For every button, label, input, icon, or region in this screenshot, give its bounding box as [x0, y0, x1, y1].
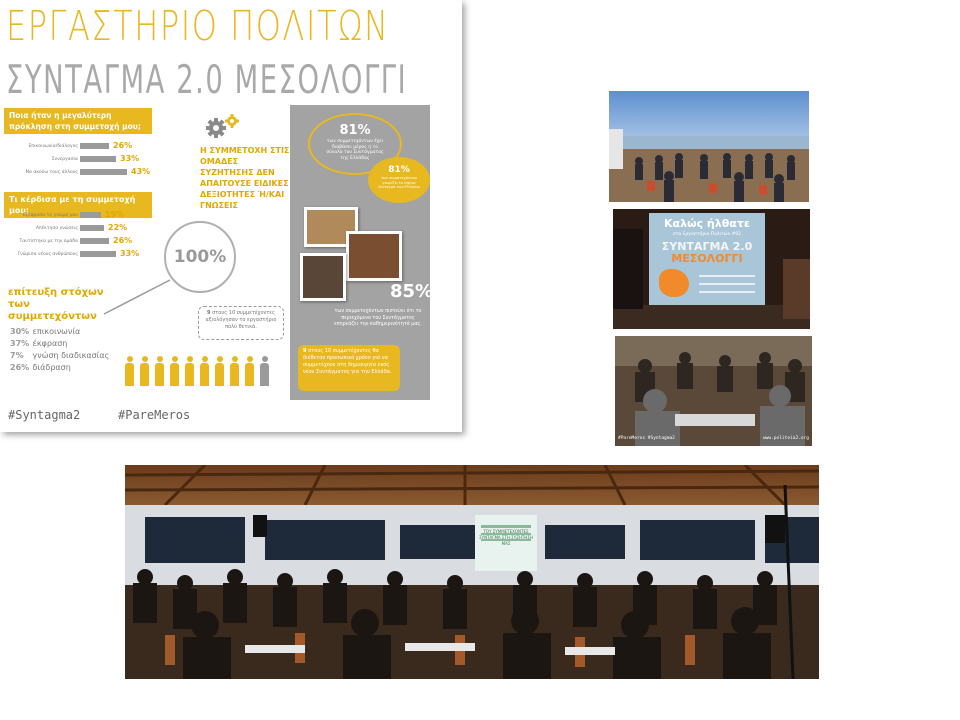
goals-title: επίτευξη στόχων των συμμετεχόντων: [8, 287, 104, 322]
goal-pct: 30%: [10, 327, 30, 336]
photo-watermark-url: www.politeia2.org: [762, 436, 809, 441]
goal-pct: 37%: [10, 339, 30, 348]
poster-title-line1: ΕΡΓΑΣΤΗΡΙΟ ΠΟΛΙΤΩΝ: [6, 2, 390, 50]
person-icon: [214, 356, 225, 386]
hundred-percent-circle: 100%: [164, 221, 236, 293]
people-icons: [124, 356, 284, 388]
stats-panel: [290, 105, 434, 400]
q2-row-label: Απέκτησα γνώσεις: [35, 226, 78, 231]
photo-conference-hall: [125, 465, 819, 679]
workshop-photo-3: [300, 253, 346, 301]
q1-row-bar: [80, 143, 109, 149]
q2-row-value: 33%: [120, 249, 140, 258]
goal-item: [10, 338, 130, 350]
q2-row-value: 26%: [113, 236, 133, 245]
goal-item: [10, 362, 130, 374]
q1-row-label: Συνεργασία: [51, 157, 78, 162]
stat-positive-box: 9 στους 10 συμμετέχοντες αξιολόγησαν το εργαστήριο πολύ θετικά.: [198, 306, 284, 340]
q1-row-value: 26%: [113, 141, 133, 150]
goal-label: γνώση διαδικασίας: [32, 351, 110, 360]
goals-list: [10, 326, 130, 374]
bubble-81-know: 81% των συμμετεχόντων γνωρίζει το ισχύον Σύνταγμα των Ελλήνων: [368, 157, 430, 203]
gear-icon: [204, 112, 244, 142]
q2-title: Τι κέρδισα με τη συμμετοχή μου;: [4, 192, 152, 218]
q2-row-value: 22%: [108, 223, 128, 232]
person-icon: [169, 356, 180, 386]
workshop-photo-2: [346, 231, 402, 281]
goal-item: [10, 326, 130, 338]
q1-row-label: Επικοινωνία/διάλογος: [28, 144, 78, 149]
person-icon: [244, 356, 255, 386]
projector-screen: [649, 213, 765, 305]
goal-label: διάδραση: [32, 363, 71, 372]
poster-title-line2: ΣΥΝΤΑΓΜΑ 2.0 ΜΕΣΟΛΟΓΓΙ: [6, 58, 408, 103]
photo-watermark-hashtags: #PareMeros #Syntagma2: [618, 436, 675, 441]
person-icon: [229, 356, 240, 386]
stat-willing-box: 9 στους 10 συμμετέχοντες θα διέθεταν προσωπικό χρόνο για να συμμετέχουν στη δημιουργία ενός νέου Συντάγματος για την Ελλάδα.: [298, 345, 400, 391]
q1-row-bar: [80, 156, 116, 162]
q2-row-label: Ταυτίστηκα με την ομάδα: [19, 239, 78, 244]
goal-pct: 26%: [10, 363, 30, 372]
person-icon: [124, 356, 135, 386]
photo-workshop-tables: [615, 336, 812, 446]
goal-item: [10, 350, 130, 362]
q2-row-label: Εξέφρασα τη γνώμη μου: [22, 213, 78, 218]
person-icon: [154, 356, 165, 386]
slide-place-line: ΜΕΣΟΛΟΓΓΙ: [671, 252, 743, 265]
photo-outdoor-terrace: [609, 91, 809, 202]
photo-welcome-slide: [613, 209, 810, 329]
q2-row-bar: [80, 238, 109, 244]
q1-row-bar: [80, 169, 127, 175]
person-icon: [259, 356, 270, 386]
person-icon: [139, 356, 150, 386]
goal-label: επικοινωνία: [32, 327, 81, 336]
infographic-poster: [0, 0, 462, 432]
q2-row-value: 19%: [105, 210, 125, 219]
hashtag-syntagma: #Syntagma2: [8, 408, 81, 422]
person-icon: [184, 356, 195, 386]
q1-row-value: 33%: [120, 154, 140, 163]
q2-row-bar: [80, 251, 116, 257]
bubble-81-read: 81% των συμμετεχόντων έχει διαβάσει μέρος ή το σύνολο του Συντάγματος της Ελλάδας: [308, 113, 402, 175]
slide-welcome-line: Καλώς ήλθατε: [663, 217, 750, 230]
person-icon: [199, 356, 210, 386]
stat-85-text: των συμμετεχόντων πιστεύει ότι το περιεχόμενο του Συντάγματος επηρεάζει την καθημερινότητά μας.: [334, 309, 422, 327]
q2-row-label: Γνώρισα νέους ανθρώπους: [17, 252, 78, 257]
q2-row-bar: [80, 225, 104, 231]
q1-row-label: Να ακούω τους άλλους: [25, 170, 78, 175]
hall-slide-text: ΤΟΥ ΣΥΜΜΕΤΕΧΟΝΤΕΣ ΣΥΝΤΑΓΜΑ ΣΤΗ ΣΥΖΗΤΗΣΗ ΜΑΣ: [479, 529, 533, 546]
slide-title-line: ΣΥΝΤΑΓΜΑ 2.0: [661, 240, 753, 253]
q1-row-value: 43%: [131, 167, 151, 176]
q2-row-bar: [80, 212, 101, 218]
greece-map-icon: [659, 269, 689, 297]
goal-pct: 7%: [10, 351, 24, 360]
participation-statement: Η ΣΥΜΜΕΤΟΧΗ ΣΤΙΣ ΟΜΑΔΕΣ ΣΥΖΗΤΗΣΗΣ ΔΕΝ ΑΠΑΙΤΟΥΣΕ ΕΙΔΙΚΕΣ ΔΕΞΙΟΤΗΤΕΣ Ή/ΚΑΙ ΓΝΩΣΕΙΣ: [200, 146, 290, 210]
q1-title: Ποια ήταν η μεγαλύτερη πρόκληση στη συμμετοχή μου;: [4, 108, 152, 134]
stat-85-value: 85%: [390, 281, 434, 302]
goal-label: έκφραση: [32, 339, 68, 348]
slide-subtitle-line: στο Εργαστήριο Πολιτών #02: [672, 232, 742, 237]
hashtag-paremeros: #PareMeros: [118, 408, 191, 422]
